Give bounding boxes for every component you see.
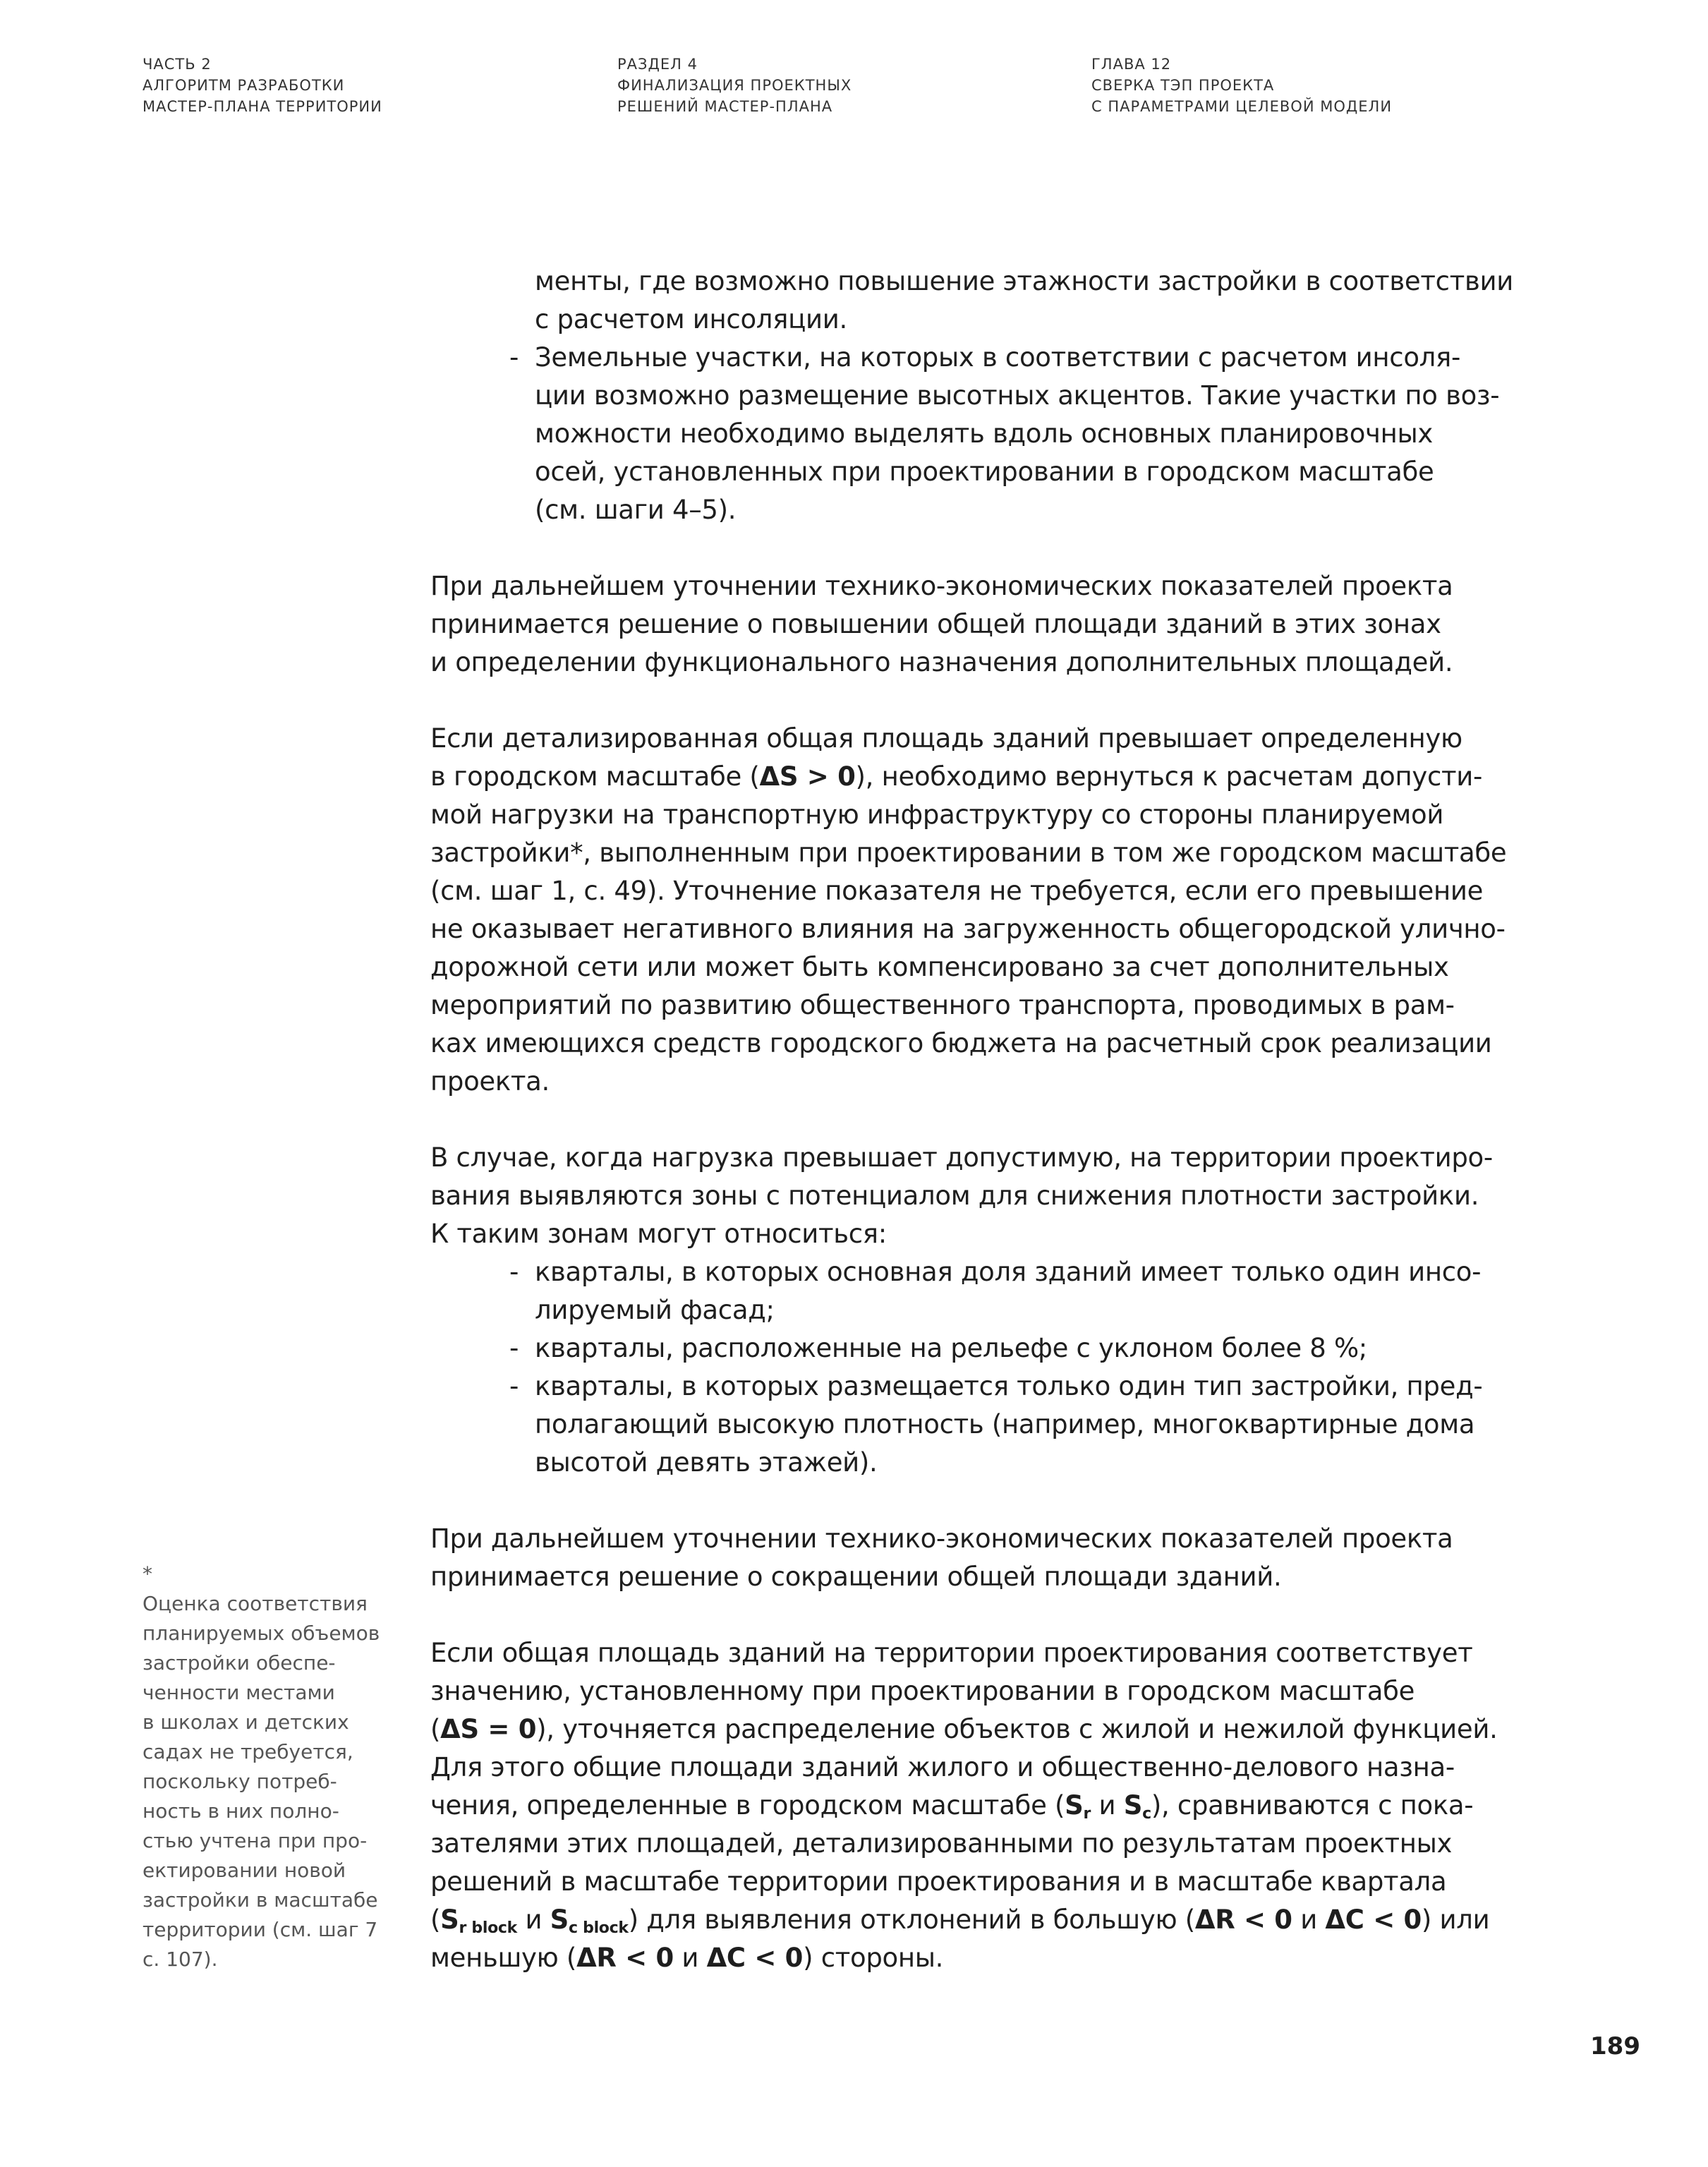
footnote-marker: * bbox=[143, 1562, 152, 1586]
bullet-dash: - bbox=[509, 1371, 519, 1401]
bullet-dash: - bbox=[509, 342, 519, 373]
page-number: 189 bbox=[1590, 2032, 1640, 2060]
bullet-dash: - bbox=[509, 1333, 519, 1363]
sidenote: * Оценка соответствия планируемых объемов застройки обеспе- ченности местами в школах и детских садах не требуется, поскольку потреб- ность в них полно- стью учтена при про- ектировании новой застройки в масштабе территории (см. шаг 7 с. 107). bbox=[143, 1559, 404, 1974]
formula: ΔC < 0 bbox=[1325, 1905, 1422, 1935]
running-header-part: ЧАСТЬ 2 АЛГОРИТМ РАЗРАБОТКИ МАСТЕР-ПЛАНА ТЕРРИТОРИИ bbox=[143, 56, 382, 115]
formula: ΔS = 0 bbox=[440, 1714, 537, 1744]
bullet-item: - Земельные участки, на которых в соответствии с расчетом инсоля- ции возможно размещение высотных акцентов. Такие участки по воз- можности необходимо выделять вдоль основных планировочных осей, установленных при проектировании в городском масштабе (см. шаги 4–5). bbox=[430, 339, 1545, 529]
formula: ΔR < 0 bbox=[1194, 1905, 1292, 1935]
running-header-chapter: ГЛАВА 12 СВЕРКА ТЭП ПРОЕКТА С ПАРАМЕТРАМИ ЦЕЛЕВОЙ МОДЕЛИ bbox=[1091, 56, 1393, 115]
paragraph: Если детализированная общая площадь зданий превышает определенную в городском масштабе (ΔS > 0), необходимо вернуться к расчетам допусти- мой нагрузки на транспортную инфраструктуру со стороны планируемой застройки*, выполненным при проектировании в том же городском масштабе (см. шаг 1, с. 49). Уточнение показателя не требуется, если его превышение не оказывает негативного влияния на загруженность общегородской улично- дорожной сети или может быть компенсировано за счет дополнительных мероприятий по развитию общественного транспорта, проводимых в рам- ках имеющихся средств городского бюджета на расчетный срок реализации проекта. bbox=[430, 723, 1507, 1097]
bullet-item: - кварталы, расположенные на рельефе с уклоном более 8 %; bbox=[430, 1329, 1545, 1368]
formula: ΔS > 0 bbox=[759, 761, 856, 792]
formula: ΔR < 0 bbox=[576, 1943, 674, 1973]
bullet-dash: - bbox=[509, 1257, 519, 1287]
paragraph: При дальнейшем уточнении технико-экономических показателей проекта принимается решение о сокращении общей площади зданий. bbox=[430, 1523, 1453, 1592]
formula: ΔC < 0 bbox=[706, 1943, 804, 1973]
paragraph: При дальнейшем уточнении технико-экономических показателей проекта принимается решение о повышении общей площади зданий в этих зонах и определении функционального назначения дополнительных площадей. bbox=[430, 571, 1453, 677]
running-header-section: РАЗДЕЛ 4 ФИНАЛИЗАЦИЯ ПРОЕКТНЫХ РЕШЕНИЙ МАСТЕР-ПЛАНА bbox=[617, 56, 852, 115]
paragraph: Если общая площадь зданий на территории проектирования соответствует значению, установленному при проектировании в городском масштабе (ΔS = 0), уточняется распределение объектов с жилой и нежилой функцией. Для этого общие площади зданий жилого и общественно-делового назна- чения, определенные в городском масштабе ($S_r$ и $S_c$), сравниваются с пока- зателями этих площадей, детализированными по результатам проектных решений в масштабе территории проектирования и в масштабе квартала ($S_{r block}$ и $S_{c block}$) для выявления отклонений в большую (ΔR < 0 и ΔC < 0) или меньшую (ΔR < 0 и ΔC < 0) стороны. bbox=[430, 1638, 1498, 1973]
paragraph: В случае, когда нагрузка превышает допустимую, на территории проектиро- вания выявляются зоны с потенциалом для снижения плотности застройки. К таким зонам могут относиться: bbox=[430, 1142, 1493, 1249]
bullet-item: - кварталы, в которых основная доля зданий имеет только один инсо- лируемый фасад; bbox=[430, 1253, 1545, 1329]
bullet-item: менты, где возможно повышение этажности застройки в соответствии с расчетом инсоляции. bbox=[535, 266, 1513, 334]
main-text bbox=[430, 262, 1545, 1977]
bullet-item: - кварталы, в которых размещается только один тип застройки, пред- полагающий высокую плотность (например, многоквартирные дома высотой девять этажей). bbox=[430, 1368, 1545, 1482]
